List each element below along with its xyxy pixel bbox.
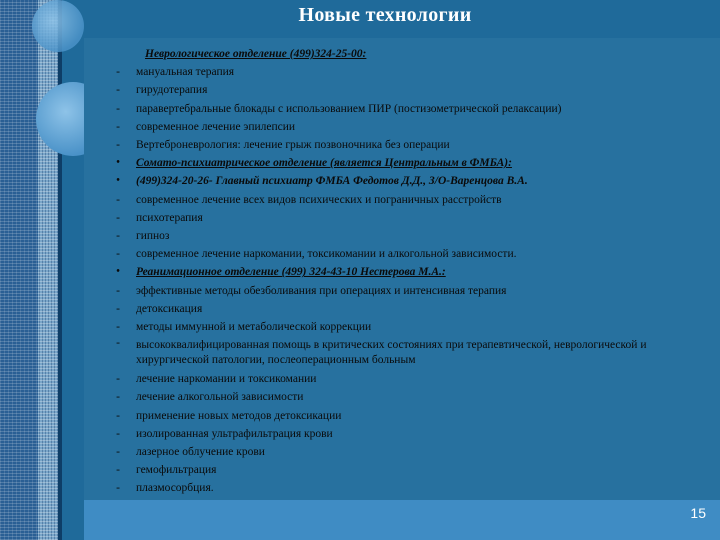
- list-item-text: методы иммунной и метаболической коррекции: [136, 321, 372, 334]
- list-item: [100, 209, 700, 227]
- list-marker: -: [116, 391, 120, 404]
- list-item: [100, 227, 700, 245]
- list-item: [100, 479, 700, 497]
- list-marker: -: [116, 427, 120, 440]
- list-item: [100, 81, 700, 99]
- list-item: [100, 45, 700, 63]
- list-marker: -: [116, 321, 120, 334]
- list-item: [100, 172, 700, 190]
- list-item-text: современное лечение наркомании, токсикомании и алкогольной зависимости.: [136, 248, 517, 261]
- list-marker: -: [116, 230, 120, 243]
- list-item-text: паравертебральные блокады с использованием ПИР (постизометрической релаксации): [136, 102, 562, 115]
- list-item: [100, 370, 700, 388]
- list-item-text: мануальная терапия: [136, 66, 235, 79]
- list-item: [100, 407, 700, 425]
- list-marker: -: [116, 120, 120, 133]
- list-item: [100, 245, 700, 263]
- list-marker: -: [116, 373, 120, 386]
- list-marker: -: [116, 66, 120, 79]
- list-item-text: изолированная ультрафильтрация крови: [136, 427, 333, 440]
- bullet-marker: •: [116, 266, 120, 278]
- list-item-text: Вертеброневрология: лечение грыж позвоночника без операции: [136, 139, 450, 152]
- list-item-text: психотерапия: [136, 211, 203, 224]
- list-item: [100, 263, 700, 281]
- list-item: [100, 318, 700, 336]
- list-marker: -: [116, 193, 120, 206]
- technology-list: [100, 45, 700, 498]
- list-marker: -: [116, 464, 120, 477]
- list-item: [100, 100, 700, 118]
- list-marker: -: [116, 84, 120, 97]
- list-item-text: плазмосорбция.: [136, 482, 214, 495]
- list-item-text: высококвалифицированная помощь в критических состояниях при терапевтической, неврологической и хирургической патологии, послеоперационным больным: [136, 339, 647, 367]
- bullet-marker: •: [116, 157, 120, 169]
- left-decorative-strip: [0, 0, 62, 540]
- list-item-text: гипноз: [136, 230, 170, 243]
- list-item-text: лазерное облучение крови: [136, 446, 265, 459]
- list-marker: -: [116, 139, 120, 152]
- list-item-text: эффективные методы обезболивания при операциях и интенсивная терапия: [136, 284, 507, 297]
- list-item: [100, 336, 700, 370]
- list-item: [100, 300, 700, 318]
- list-item: [100, 425, 700, 443]
- list-item-text: Неврологическое отделение (499)324-25-00:: [145, 48, 367, 60]
- list-marker: -: [116, 284, 120, 297]
- list-item: [100, 443, 700, 461]
- list-marker: -: [116, 337, 120, 350]
- list-item-text: лечение алкогольной зависимости: [136, 391, 304, 404]
- list-item-text: лечение наркомании и токсикомании: [136, 373, 317, 386]
- list-marker: -: [116, 302, 120, 315]
- list-marker: -: [116, 102, 120, 115]
- list-item: [100, 136, 700, 154]
- list-item-text: гемофильтрация: [136, 464, 217, 477]
- left-dark-band: [0, 0, 38, 540]
- bullet-marker: •: [116, 175, 120, 187]
- list-item: [100, 154, 700, 172]
- slide-title: Новые технологии: [298, 4, 472, 26]
- list-item-text: гирудотерапия: [136, 84, 208, 97]
- list-item-text: современное лечение всех видов психических и пограничных расстройств: [136, 193, 502, 206]
- list-item-text: Реанимационное отделение (499) 324-43-10 Нестерова М.А.:: [136, 266, 446, 279]
- list-item: [100, 118, 700, 136]
- bottom-bar: [84, 500, 720, 540]
- list-item: [100, 388, 700, 406]
- list-item-text: современное лечение эпилепсии: [136, 120, 296, 133]
- list-marker: -: [116, 211, 120, 224]
- list-marker: -: [116, 248, 120, 261]
- list-item: [100, 461, 700, 479]
- list-marker: -: [116, 482, 120, 495]
- list-item-text: Сомато-психиатрическое отделение (является Центральным в ФМБА):: [136, 157, 512, 170]
- list-item-text: детоксикация: [136, 302, 203, 315]
- left-strip-edge: [58, 0, 62, 540]
- list-item: [100, 191, 700, 209]
- list-marker: -: [116, 409, 120, 422]
- list-item: [100, 282, 700, 300]
- page-number: 15: [690, 505, 706, 521]
- list-item: [100, 63, 700, 81]
- list-item-text: применение новых методов детоксикации: [136, 409, 342, 422]
- list-item-text: (499)324-20-26- Главный психиатр ФМБА Федотов Д.Д., З/О-Варенцова В.А.: [136, 175, 528, 188]
- list-marker: -: [116, 446, 120, 459]
